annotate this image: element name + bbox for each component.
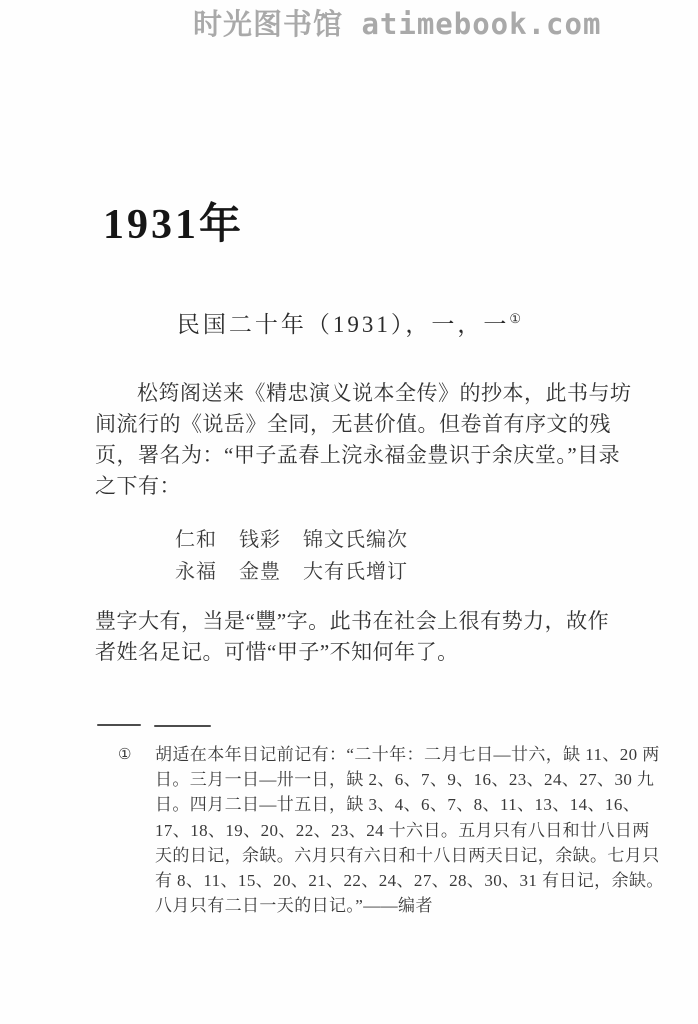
footnote-line: 17、18、19、20、22、23、24 十六日。五月只有八日和廿八日两	[155, 820, 650, 840]
footnote-marker: ①	[118, 747, 132, 763]
footnote-block	[118, 742, 664, 918]
footnote-line: 天的日记，余缺。六月只有六日和十八日两天日记，余缺。七月只	[155, 845, 660, 865]
credit-place: 永福	[175, 561, 217, 583]
text-line: 者姓名足记。可惜“甲子”不知何年了。	[95, 640, 459, 664]
footnote-line: 日。三月一日—卅一日，缺 2、6、7、9、16、23、24、27、30 九	[155, 770, 655, 790]
paragraph-2	[95, 606, 615, 668]
footnote-divider-segment	[154, 725, 211, 727]
text-line: 豊字大有，当是“豐”字。此书在社会上很有势力，故作	[95, 609, 610, 633]
entry-title-text: 民国二十年（1931），一，一	[176, 312, 510, 337]
entry-title	[0, 306, 698, 339]
credit-line	[175, 524, 408, 556]
footnote-divider-segment	[97, 724, 141, 726]
text-line: 之下有：	[95, 474, 181, 498]
credit-name: 钱彩	[239, 529, 281, 551]
credit-role: 大有氏增订	[303, 561, 408, 583]
footnote-line: 有 8、11、15、20、21、22、24、27、28、30、31 有日记，余缺。	[155, 871, 664, 891]
text-line: 页，署名为：“甲子孟春上浣永福金豊识于余庆堂。”目录	[95, 443, 621, 467]
credits-block	[175, 524, 408, 588]
credit-role: 锦文氏编次	[303, 529, 408, 551]
credit-line	[175, 556, 408, 588]
footnote-line: 日。四月二日—廿五日，缺 3、4、6、7、8、11、13、14、16、	[155, 795, 641, 815]
text-line: 间流行的《说岳》全同，无甚价值。但卷首有序文的残	[95, 412, 611, 436]
paragraph-1	[95, 378, 632, 502]
year-heading: 1931年	[103, 202, 245, 249]
footnote-text	[155, 742, 664, 918]
footnote-line: 胡适在本年日记前记有：“二十年：二月七日—廿六，缺 11、20 两	[155, 745, 660, 764]
text-line: 松筠阁送来《精忠演义说本全传》的抄本，此书与坊	[137, 381, 632, 405]
footnote-line: 八月只有二日一天的日记。”——编者	[155, 896, 433, 916]
credit-place: 仁和	[175, 529, 217, 551]
site-watermark: 时光图书馆 atimebook.com	[193, 7, 602, 41]
credit-name: 金豊	[239, 561, 281, 583]
footnote-reference-marker: ①	[509, 311, 522, 326]
